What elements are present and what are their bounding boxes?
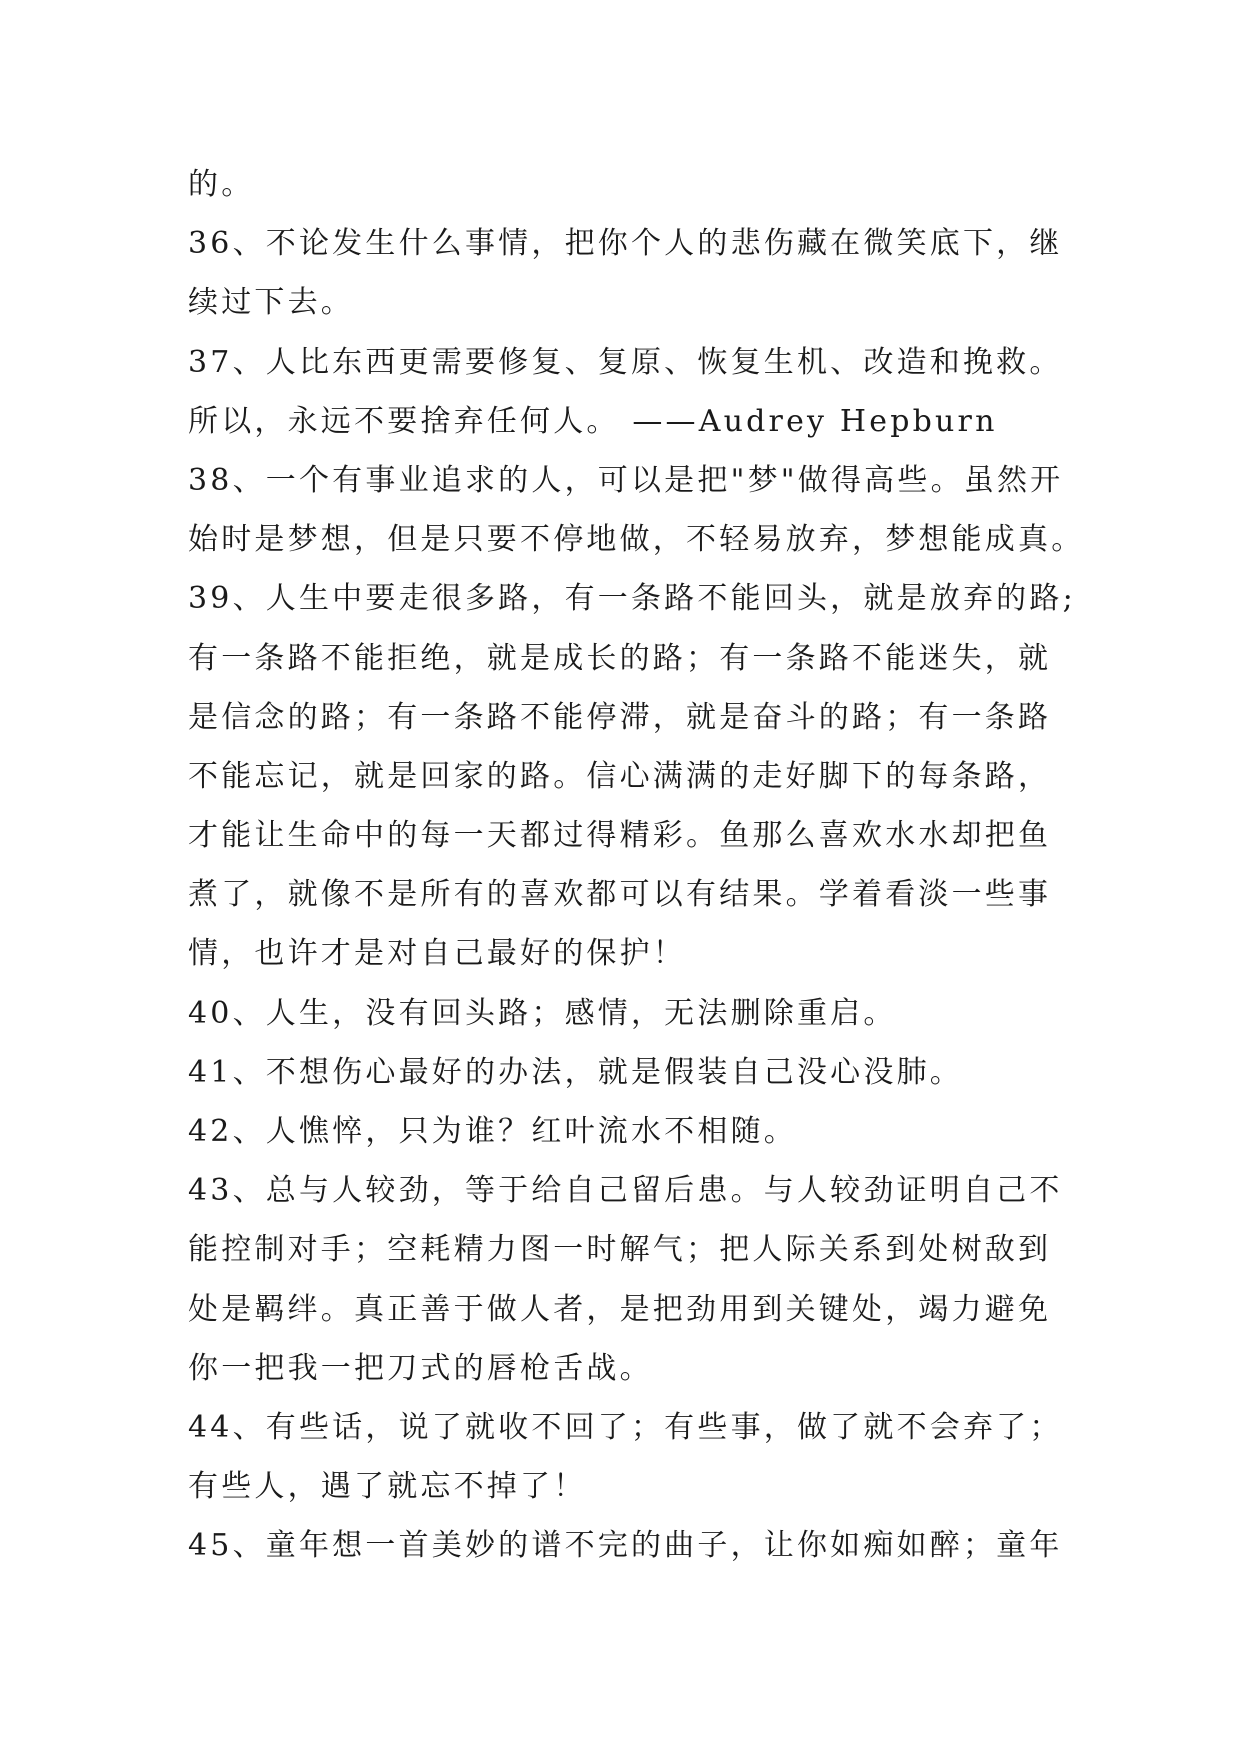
- text-line: 40、人生，没有回头路；感情，无法删除重启。: [188, 995, 897, 1031]
- text-line: 44、有些话，说了就收不回了；有些事，做了就不会弃了；: [188, 1409, 1063, 1445]
- text-line: 的。: [188, 167, 255, 202]
- text-line: 才能让生命中的每一天都过得精彩。鱼那么喜欢水水却把鱼: [188, 818, 1052, 854]
- text-line: 38、一个有事业追求的人，可以是把"梦"做得高些。虽然开: [188, 462, 1064, 498]
- text-line: 43、总与人较劲，等于给自己留后患。与人较劲证明自己不: [188, 1173, 1063, 1209]
- text-line: 有一条路不能拒绝，就是成长的路；有一条路不能迷失，就: [188, 640, 1052, 676]
- text-line: 始时是梦想，但是只要不停地做，不轻易放弃，梦想能成真。: [188, 522, 1085, 558]
- text-line: 45、童年想一首美妙的谱不完的曲子，让你如痴如醉；童年: [188, 1528, 1063, 1564]
- text-line: 煮了，就像不是所有的喜欢都可以有结果。学着看淡一些事: [188, 877, 1052, 913]
- document-body: [188, 155, 1085, 1576]
- text-line: 情，也许才是对自己最好的保护！: [188, 936, 686, 972]
- text-line: 不能忘记，就是回家的路。信心满满的走好脚下的每条路，: [188, 758, 1052, 794]
- text-line: 是信念的路；有一条路不能停滞，就是奋斗的路；有一条路: [188, 699, 1052, 735]
- text-line: 41、不想伤心最好的办法，就是假装自己没心没肺。: [188, 1054, 963, 1090]
- text-line: 37、人比东西更需要修复、复原、恢复生机、改造和挽救。: [188, 344, 1063, 380]
- text-line: 你一把我一把刀式的唇枪舌战。: [188, 1350, 653, 1386]
- text-line: 所以，永远不要捨弃任何人。 ——Audrey Hepburn: [188, 403, 998, 439]
- text-line: 续过下去。: [188, 285, 354, 321]
- text-line: 有些人，遇了就忘不掉了！: [188, 1469, 587, 1505]
- text-line: 36、不论发生什么事情，把你个人的悲伤藏在微笑底下，继: [188, 226, 1063, 262]
- text-line: 39、人生中要走很多路，有一条路不能回头，就是放弃的路;: [188, 581, 1076, 617]
- text-line: 42、人憔悴，只为谁？红叶流水不相随。: [188, 1114, 797, 1149]
- text-line: 处是羁绊。真正善于做人者，是把劲用到关键处，竭力避免: [188, 1291, 1052, 1327]
- text-line: 能控制对手；空耗精力图一时解气；把人际关系到处树敌到: [188, 1232, 1052, 1268]
